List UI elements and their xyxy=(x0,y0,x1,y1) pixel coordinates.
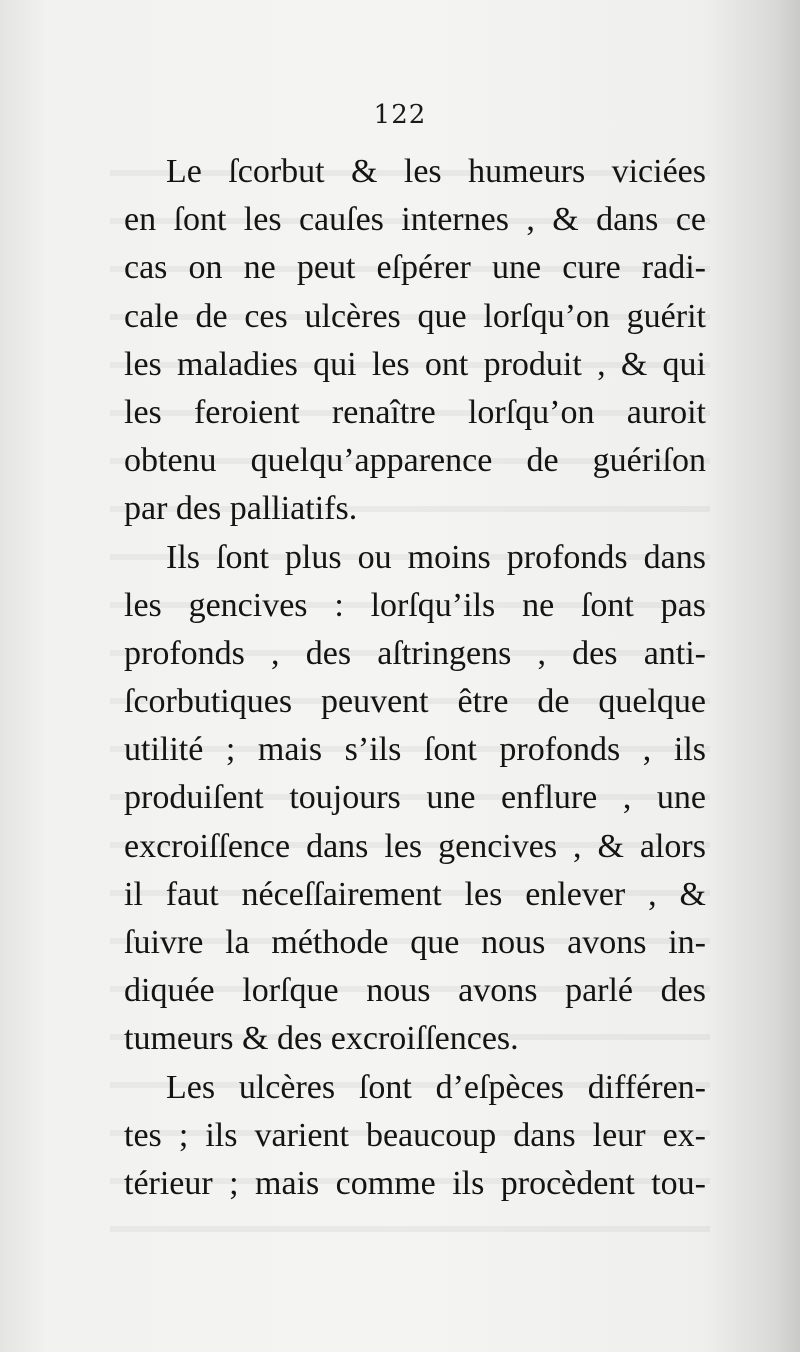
body-text xyxy=(124,148,706,1208)
text-line: il faut néceſſairement les enlever , & xyxy=(124,875,706,913)
text-line: Ils ſont plus ou moins profonds dans xyxy=(166,538,706,576)
text-line: ſuivre la méthode que nous avons in- xyxy=(124,924,706,961)
text-line: diquée lorſque nous avons parlé des xyxy=(124,972,706,1010)
text-line: tes ; ils varient beaucoup dans leur ex- xyxy=(124,1116,706,1154)
text-line: les gencives : lorſqu’ils ne ſont pas xyxy=(124,586,706,624)
page-number: 122 xyxy=(373,100,427,130)
text-line: tumeurs & des excroiſſences. xyxy=(124,1020,519,1058)
text-line: en ſont les cauſes internes , & dans ce xyxy=(124,201,706,239)
text-line: les feroient renaître lorſqu’on auroit xyxy=(124,393,706,431)
text-line: Le ſcorbut & les humeurs viciées xyxy=(166,153,706,190)
text-line: Les ulcères ſont d’eſpèces différen- xyxy=(166,1068,706,1106)
text-line: térieur ; mais comme ils procèdent tou- xyxy=(124,1164,706,1202)
text-line: par des palliatifs. xyxy=(124,490,358,528)
text-line: excroiſſence dans les gencives , & alors xyxy=(124,827,706,865)
text-line: produiſent toujours une enflure , une xyxy=(124,779,706,817)
text-line: cale de ces ulcères que lorſqu’on guérit xyxy=(124,297,706,335)
text-line: cas on ne peut eſpérer une cure radi- xyxy=(124,249,706,287)
text-line: ſcorbutiques peuvent être de quelque xyxy=(124,683,706,721)
text-line: profonds , des aſtringens , des anti- xyxy=(124,634,706,672)
text-line: utilité ; mais s’ils ſont profonds , ils xyxy=(124,731,706,769)
text-line: obtenu quelqu’apparence de guériſon xyxy=(124,442,706,480)
text-line: les maladies qui les ont produit , & qui xyxy=(124,345,706,383)
